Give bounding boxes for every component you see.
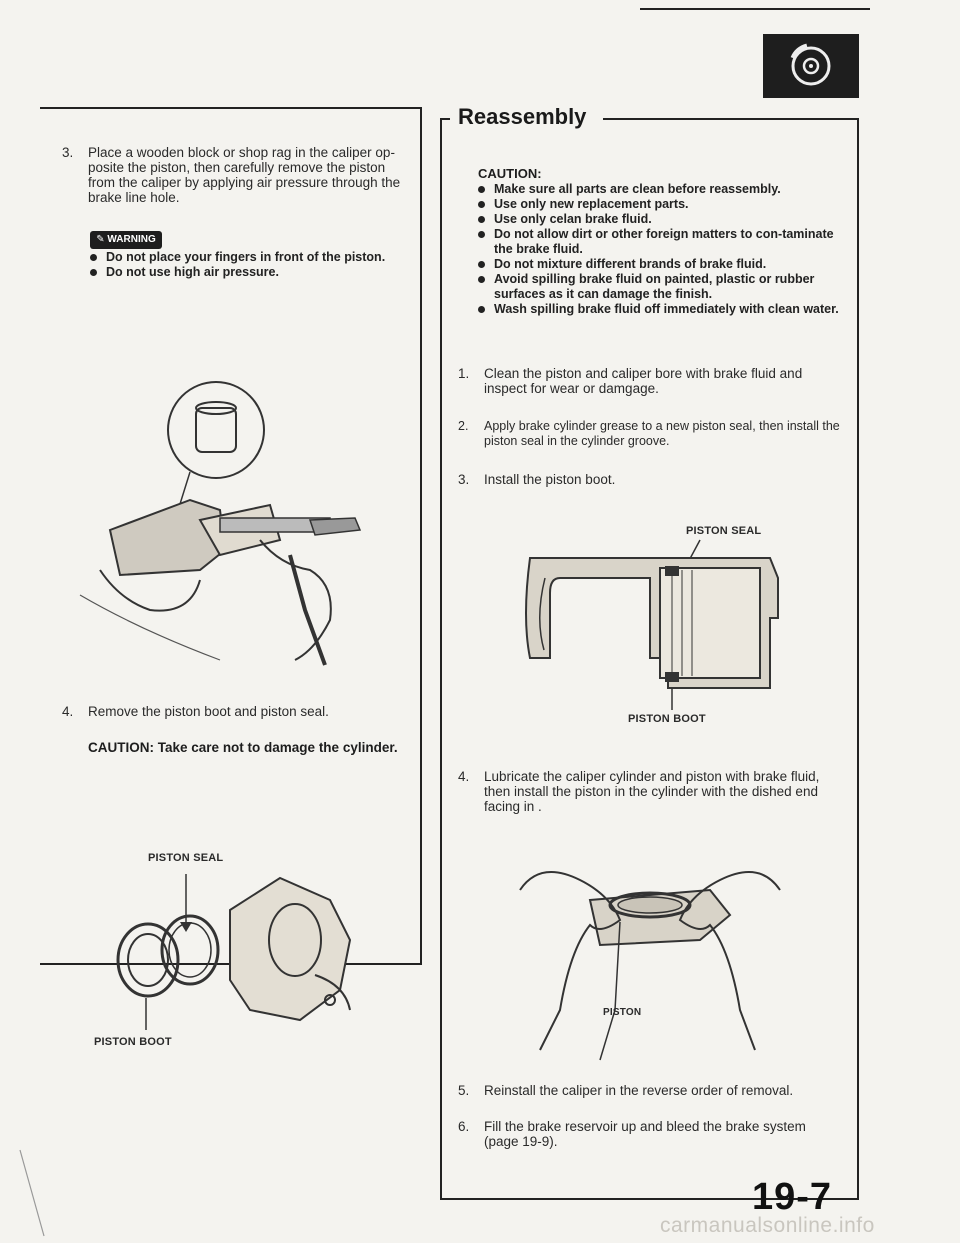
right-step-4 (458, 769, 840, 814)
step-number: 4. (458, 769, 470, 784)
right-step-6 (458, 1119, 840, 1149)
caution-item: Wash spilling brake fluid off immediately with clean water. (476, 302, 840, 317)
top-right-rule (640, 8, 870, 10)
step-number: 5. (458, 1083, 470, 1098)
caution-item: Do not mixture different brands of brake fluid. (476, 257, 840, 272)
bullet-icon (478, 186, 485, 193)
bullet-icon (478, 261, 485, 268)
caution-item: Use only celan brake fluid. (476, 212, 840, 227)
caution-item: Use only new replacement parts. (476, 197, 840, 212)
left-step-3 (62, 145, 408, 205)
right-label-piston-seal: PISTON SEAL (686, 525, 762, 537)
warning-badge (90, 231, 162, 249)
left-column-border (420, 107, 422, 965)
left-caution (88, 740, 418, 755)
bullet-icon (90, 254, 97, 261)
right-column-right-border (857, 118, 859, 1200)
bullet-icon (478, 201, 485, 208)
step-text: Fill the brake reservoir up and bleed the brake system (page 19-9). (484, 1119, 806, 1149)
caution-item: Do not allow dirt or other foreign matters to con-taminate the brake fluid. (476, 227, 840, 257)
piston-installation-figure (500, 860, 800, 1060)
right-step-1 (458, 366, 840, 396)
right-step-5 (458, 1083, 840, 1098)
step-number: 2. (458, 419, 469, 433)
step-number: 4. (62, 704, 74, 719)
left-label-piston-boot: PISTON BOOT (94, 1036, 172, 1048)
watermark: carmanualsonline.info (660, 1214, 875, 1237)
brake-disc-icon (763, 34, 859, 98)
step-number: 3. (62, 145, 74, 160)
warning-icon: ✎ (96, 234, 105, 245)
step-text: Clean the piston and caliper bore with brake fluid and inspect for wear or damgage. (484, 366, 803, 396)
warning-label: WARNING (107, 234, 156, 245)
right-label-piston-boot: PISTON BOOT (628, 713, 706, 725)
right-column-left-border (440, 118, 442, 1200)
step-text: Install the piston boot. (484, 472, 616, 487)
warning-list (88, 250, 418, 280)
page-number: 19-7 (752, 1176, 833, 1218)
step-number: 3. (458, 472, 470, 487)
caution-label: CAUTION: (88, 740, 154, 755)
caution-list (476, 182, 840, 317)
right-step-3 (458, 472, 840, 487)
caliper-cross-section-figure (500, 538, 800, 708)
step-number: 1. (458, 366, 470, 381)
bullet-icon (478, 216, 485, 223)
air-pressure-removal-figure (80, 380, 400, 670)
right-title-rule-left (440, 118, 450, 120)
step-text: Reinstall the caliper in the reverse order of removal. (484, 1083, 794, 1098)
bullet-icon (478, 231, 485, 238)
caution-item: Avoid spilling brake fluid on painted, plastic or rubber surfaces as it can damage the finish. (476, 272, 840, 302)
right-title-rule (603, 118, 859, 120)
caution-item: Make sure all parts are clean before reassembly. (476, 182, 840, 197)
section-title: Reassembly (458, 104, 587, 129)
warning-item: Do not place your fingers in front of the piston. (88, 250, 418, 265)
bullet-icon (478, 306, 485, 313)
step-text: Place a wooden block or shop rag in the caliper op-posite the piston, then carefully remove the piston from the caliper by applying air pressure through the brake line hole. (88, 145, 401, 205)
right-label-piston: PISTON (603, 1007, 642, 1018)
step-number: 6. (458, 1119, 470, 1134)
right-step-2 (458, 419, 840, 449)
left-top-rule (40, 107, 422, 109)
scan-mark (18, 1150, 58, 1240)
warning-item: Do not use high air pressure. (88, 265, 418, 280)
left-step-4 (62, 704, 408, 719)
step-text: Apply brake cylinder grease to a new piston seal, then install the piston seal in the cylinder groove. (484, 419, 840, 448)
bullet-icon (478, 276, 485, 283)
caution-text: Take care not to damage the cylinder. (157, 740, 398, 755)
step-text: Remove the piston boot and piston seal. (88, 704, 329, 719)
step-text: Lubricate the caliper cylinder and piston with brake fluid, then install the piston in the cylinder with the dished end facing in . (484, 769, 820, 814)
bullet-icon (90, 269, 97, 276)
left-label-piston-seal: PISTON SEAL (148, 852, 224, 864)
caution-label: CAUTION: (478, 166, 542, 181)
